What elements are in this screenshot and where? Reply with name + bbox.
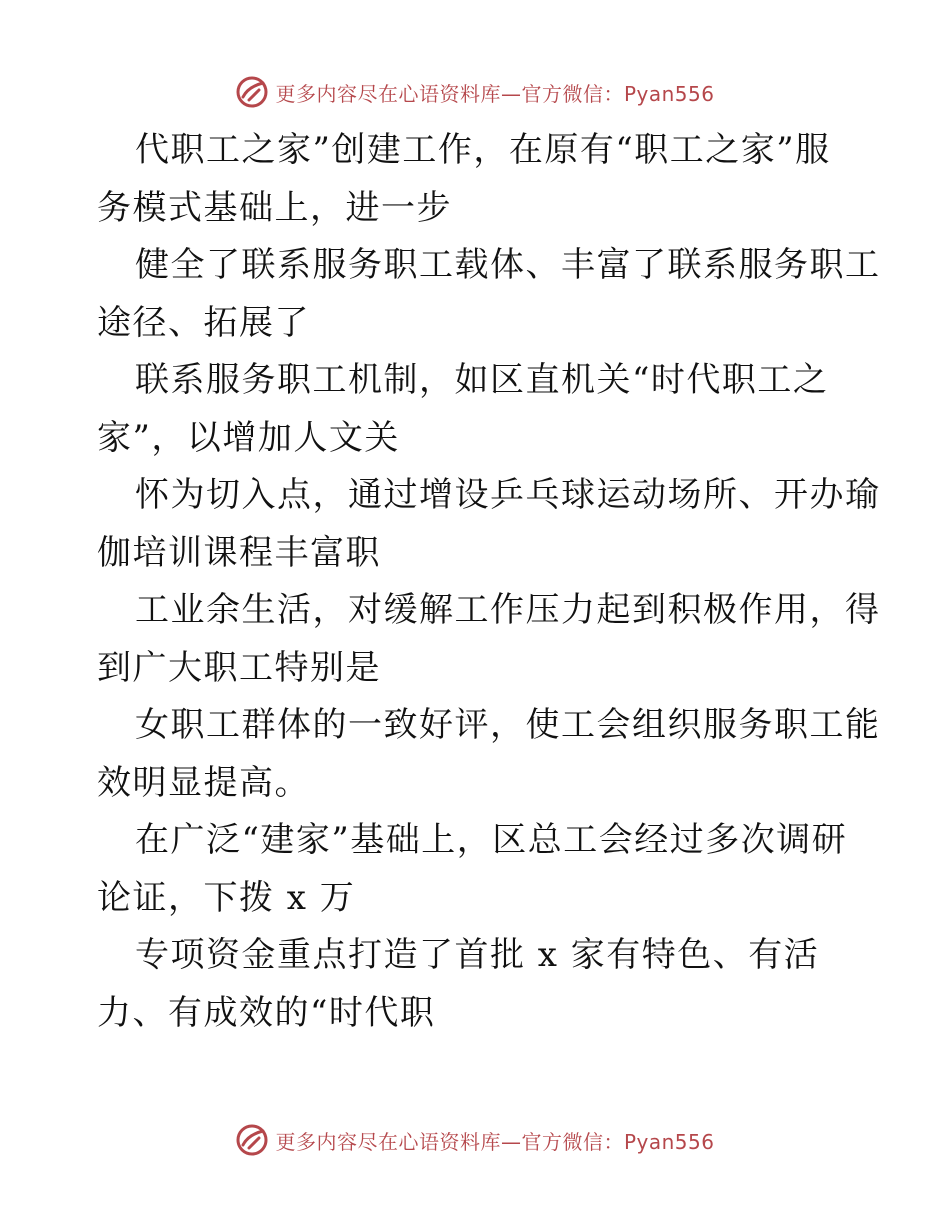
text-line: 工业余生活，对缓解工作压力起到积极作用，得 <box>135 590 881 630</box>
hand-writing-logo-icon <box>235 75 269 109</box>
text-line: 在广泛“建家”基础上，区总工会经过多次调研 <box>135 820 848 860</box>
footer-watermark-text: 更多内容尽在心语资料库—官方微信：Pyan556 <box>275 1129 715 1154</box>
text-line: 效明显提高。 <box>97 762 310 803</box>
text-line: 联系服务职工机制，如区直机关“时代职工之 <box>135 360 829 400</box>
document-body <box>97 122 881 1042</box>
header-watermark-text: 更多内容尽在心语资料库—官方微信：Pyan556 <box>275 81 715 106</box>
text-line: 怀为切入点，通过增设乒乓球运动场所、开办瑜 <box>135 475 881 515</box>
text-line: 女职工群体的一致好评，使工会组织服务职工能 <box>135 705 881 745</box>
text-line: 伽培训课程丰富职 <box>97 532 381 573</box>
hand-writing-logo-icon <box>235 1123 269 1157</box>
text-line: 论证，下拨 x 万 <box>97 877 356 918</box>
text-line: 健全了联系服务职工载体、丰富了联系服务职工 <box>135 245 881 285</box>
text-line: 途径、拓展了 <box>97 302 310 343</box>
text-line: 代职工之家”创建工作，在原有“职工之家”服 <box>135 130 831 170</box>
text-line: 家”，以增加人文关 <box>97 417 400 458</box>
header-watermark-banner <box>0 72 950 112</box>
text-line: 务模式基础上，进一步 <box>97 187 452 228</box>
footer-watermark-banner <box>0 1120 950 1160</box>
text-line: 力、有成效的“时代职 <box>97 992 436 1033</box>
text-line: 到广大职工特别是 <box>97 647 381 688</box>
text-line: 专项资金重点打造了首批 x 家有特色、有活 <box>135 935 820 975</box>
